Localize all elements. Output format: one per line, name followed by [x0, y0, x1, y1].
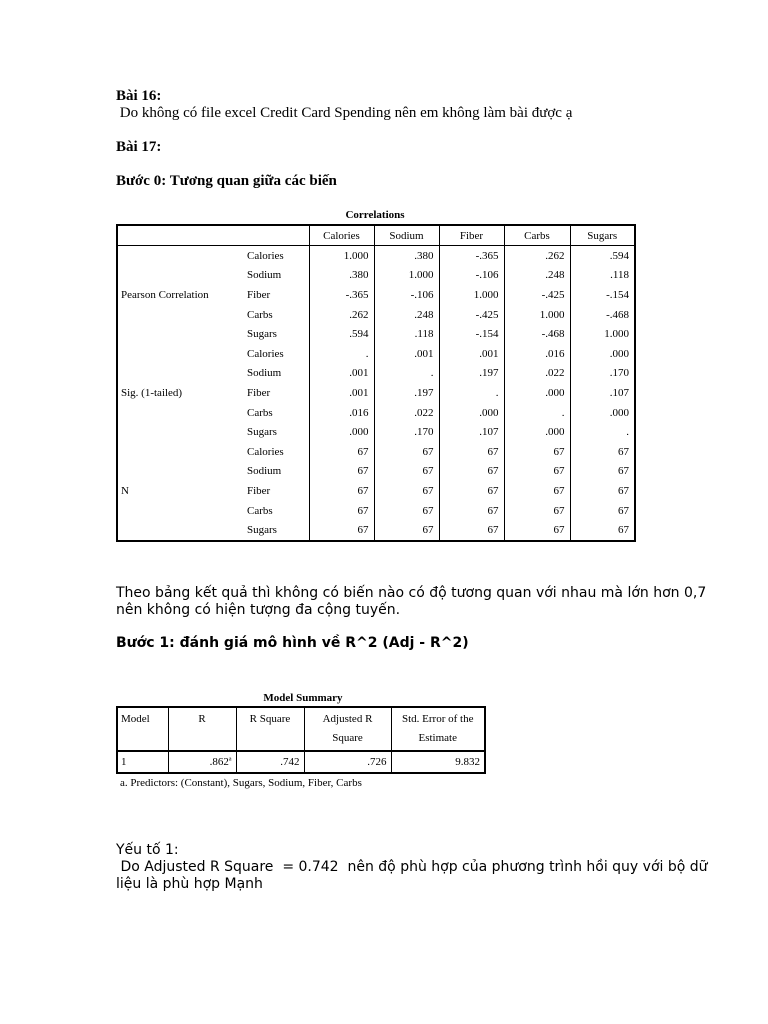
correlation-value-cell: .262	[504, 246, 570, 266]
row-variable-label: Carbs	[247, 406, 273, 419]
model-summary-title: Model Summary	[263, 692, 343, 704]
row-variable-label: Sugars	[247, 328, 277, 341]
correlations-row	[117, 324, 635, 344]
correlations-row	[117, 305, 635, 325]
yeuto1-line-2: liệu là phù hợp Mạnh	[116, 876, 263, 892]
correlation-value-cell: 67	[374, 481, 439, 501]
ms-header-adjusted-r-line2: Square	[332, 732, 363, 744]
correlation-value-cell: 67	[570, 481, 635, 501]
conclusion-line-2: nên không có hiện tượng đa cộng tuyến.	[116, 602, 401, 618]
ms-cell-r-square: .742	[236, 751, 304, 773]
row-variable-label: Fiber	[247, 288, 271, 301]
correlation-value-cell: 67	[570, 442, 635, 462]
correlations-row	[117, 344, 635, 364]
correlation-value-cell: 1.000	[309, 246, 374, 266]
correlation-value-cell: 67	[439, 442, 504, 462]
correlation-value-cell: .	[504, 403, 570, 423]
correlations-header-row	[117, 225, 635, 246]
correlation-value-cell: 67	[374, 520, 439, 541]
col-header: Sugars	[570, 225, 635, 246]
ms-header-std-error	[391, 707, 485, 751]
group-label-cell: Sig. (1-tailed)	[117, 383, 243, 403]
group-label-cell	[117, 344, 243, 364]
correlation-value-cell: -.106	[374, 285, 439, 305]
correlation-value-cell: -.106	[439, 266, 504, 286]
group-label-cell	[117, 520, 243, 541]
correlation-value-cell: -.154	[570, 285, 635, 305]
group-label-cell	[117, 324, 243, 344]
row-variable-label: Fiber	[247, 386, 271, 399]
correlations-row	[117, 403, 635, 423]
correlation-value-cell: .	[374, 364, 439, 384]
group-label-cell: N	[117, 481, 243, 501]
correlation-value-cell: .022	[374, 403, 439, 423]
conclusion-line-1: Theo bảng kết quả thì không có biến nào có độ tương quan với nhau mà lớn hơn 0,7	[116, 585, 707, 601]
col-header: Fiber	[439, 225, 504, 246]
correlation-value-cell: .001	[374, 344, 439, 364]
correlations-row	[117, 383, 635, 403]
model-summary-footnote: a. Predictors: (Constant), Sugars, Sodium, Fiber, Carbs	[120, 777, 362, 789]
correlations-row	[117, 246, 635, 266]
correlation-value-cell: .000	[439, 403, 504, 423]
row-variable-label: Fiber	[247, 484, 271, 497]
correlation-value-cell: .001	[439, 344, 504, 364]
row-variable-label: Sodium	[247, 465, 282, 478]
correlation-value-cell: .197	[374, 383, 439, 403]
correlation-value-cell: 67	[309, 442, 374, 462]
correlation-value-cell: 67	[504, 442, 570, 462]
correlations-row	[117, 422, 635, 442]
row-variable-label: Sodium	[247, 367, 282, 380]
ms-header-model: Model	[117, 707, 168, 751]
ms-cell-r-value: .862	[209, 756, 229, 768]
correlation-value-cell: .170	[570, 364, 635, 384]
correlation-value-cell: 67	[374, 462, 439, 482]
group-label-cell	[117, 501, 243, 521]
yeuto1-line-1: Do Adjusted R Square = 0.742 nên độ phù hợp của phương trình hồi quy với bộ dữ	[116, 859, 708, 875]
row-variable-label: Sodium	[247, 269, 282, 282]
correlation-value-cell: .107	[570, 383, 635, 403]
correlation-value-cell: .001	[309, 383, 374, 403]
group-label-cell: Pearson Correlation	[117, 285, 243, 305]
buoc0-heading: Bước 0: Tương quan giữa các biến	[116, 173, 337, 189]
correlations-row	[117, 501, 635, 521]
row-variable-label: Carbs	[247, 504, 273, 517]
group-label-cell	[117, 266, 243, 286]
correlation-value-cell: -.425	[439, 305, 504, 325]
model-summary-header-row	[117, 707, 485, 751]
correlation-value-cell: 1.000	[374, 266, 439, 286]
ms-cell-r	[168, 751, 236, 773]
correlation-value-cell: .022	[504, 364, 570, 384]
group-label-cell	[117, 442, 243, 462]
group-label-cell	[117, 403, 243, 423]
row-variable-label: Calories	[247, 347, 284, 360]
correlation-value-cell: .170	[374, 422, 439, 442]
correlation-value-cell: 67	[439, 501, 504, 521]
correlations-row	[117, 520, 635, 541]
correlation-value-cell: .001	[309, 364, 374, 384]
correlations-table	[116, 224, 636, 542]
correlation-value-cell: -.365	[309, 285, 374, 305]
correlation-value-cell: 67	[504, 462, 570, 482]
correlation-value-cell: .594	[570, 246, 635, 266]
model-summary-table	[116, 706, 486, 774]
col-header: Carbs	[504, 225, 570, 246]
correlation-value-cell: .248	[374, 305, 439, 325]
header-blank-cell	[117, 225, 309, 246]
correlation-value-cell: -.425	[504, 285, 570, 305]
correlation-value-cell: .594	[309, 324, 374, 344]
row-variable-label: Sugars	[247, 426, 277, 439]
correlations-row	[117, 442, 635, 462]
correlation-value-cell: 67	[504, 481, 570, 501]
correlation-value-cell: .380	[309, 266, 374, 286]
correlation-value-cell: .000	[309, 422, 374, 442]
correlation-value-cell: 67	[570, 501, 635, 521]
ms-cell-std-error: 9.832	[391, 751, 485, 773]
correlation-value-cell: 1.000	[504, 305, 570, 325]
correlation-value-cell: .000	[504, 383, 570, 403]
correlation-value-cell: .	[570, 422, 635, 442]
group-label-cell	[117, 462, 243, 482]
model-summary-row	[117, 751, 485, 773]
correlation-value-cell: 67	[439, 462, 504, 482]
correlation-value-cell: .380	[374, 246, 439, 266]
correlation-value-cell: 67	[439, 481, 504, 501]
correlation-value-cell: .197	[439, 364, 504, 384]
correlation-value-cell: 67	[374, 442, 439, 462]
correlation-value-cell: .016	[504, 344, 570, 364]
correlation-value-cell: -.468	[570, 305, 635, 325]
correlations-row	[117, 266, 635, 286]
row-variable-label: Calories	[247, 445, 284, 458]
correlations-row	[117, 462, 635, 482]
ms-header-std-error-line2: Estimate	[418, 732, 457, 744]
correlations-title: Correlations	[345, 209, 405, 221]
row-variable-label: Sugars	[243, 520, 309, 541]
col-header: Calories	[309, 225, 374, 246]
ms-cell-r-superscript: a	[228, 756, 232, 763]
correlation-value-cell: 67	[570, 520, 635, 541]
bai16-heading: Bài 16:	[116, 88, 162, 104]
ms-header-r-square: R Square	[236, 707, 304, 751]
correlation-value-cell: 67	[309, 520, 374, 541]
correlation-value-cell: .	[309, 344, 374, 364]
correlation-value-cell: 1.000	[439, 285, 504, 305]
bai17-heading: Bài 17:	[116, 139, 162, 155]
correlation-value-cell: 67	[504, 520, 570, 541]
correlation-value-cell: -.154	[439, 324, 504, 344]
correlation-value-cell: 67	[309, 462, 374, 482]
yeuto1-heading: Yếu tố 1:	[116, 842, 179, 858]
correlations-row	[117, 481, 635, 501]
correlation-value-cell: 67	[374, 501, 439, 521]
correlation-value-cell: .000	[570, 344, 635, 364]
ms-cell-adjusted-r-square: .726	[304, 751, 391, 773]
bai16-text: Do không có file excel Credit Card Spending nên em không làm bài được ạ	[116, 105, 573, 121]
ms-header-r: R	[168, 707, 236, 751]
correlation-value-cell: .000	[570, 403, 635, 423]
correlations-row	[117, 285, 635, 305]
correlation-value-cell: 67	[504, 501, 570, 521]
correlation-value-cell: .248	[504, 266, 570, 286]
correlation-value-cell: 67	[570, 462, 635, 482]
correlation-value-cell: 67	[309, 501, 374, 521]
correlation-value-cell: .262	[309, 305, 374, 325]
row-variable-label: Calories	[247, 249, 284, 262]
ms-header-adjusted-r	[304, 707, 391, 751]
correlation-value-cell: .118	[374, 324, 439, 344]
correlations-row	[117, 364, 635, 384]
group-label-cell	[117, 246, 243, 266]
col-header: Sodium	[374, 225, 439, 246]
correlation-value-cell: .000	[504, 422, 570, 442]
ms-cell-model: 1	[117, 751, 168, 773]
correlation-value-cell: -.365	[439, 246, 504, 266]
correlation-value-cell: .016	[309, 403, 374, 423]
correlation-value-cell: 1.000	[570, 324, 635, 344]
row-variable-label: Carbs	[247, 308, 273, 321]
correlation-value-cell: -.468	[504, 324, 570, 344]
correlation-value-cell: 67	[309, 481, 374, 501]
group-label-cell	[117, 364, 243, 384]
buoc1-heading: Bước 1: đánh giá mô hình về R^2 (Adj - R^2)	[116, 635, 469, 651]
group-label-cell	[117, 305, 243, 325]
correlation-value-cell: 67	[439, 520, 504, 541]
ms-header-std-error-line1: Std. Error of the	[402, 713, 474, 725]
correlation-value-cell: .107	[439, 422, 504, 442]
correlation-value-cell: .118	[570, 266, 635, 286]
group-label-cell	[117, 422, 243, 442]
correlation-value-cell: .	[439, 383, 504, 403]
ms-header-adjusted-r-line1: Adjusted R	[322, 713, 373, 725]
